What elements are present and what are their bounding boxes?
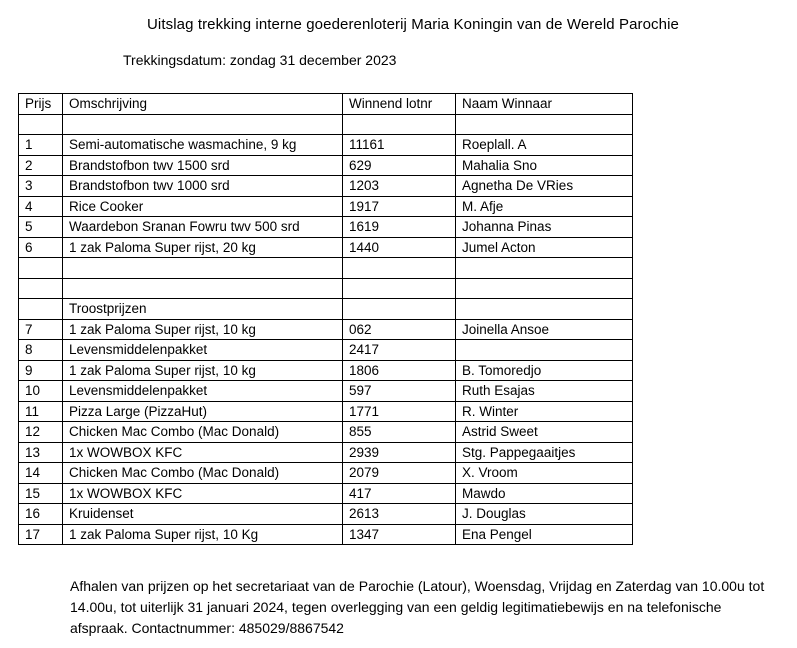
prize-number: 4 (19, 196, 63, 217)
table-body (19, 114, 633, 545)
ticket-number (343, 258, 456, 279)
prize-description (63, 114, 343, 135)
ticket-number (343, 278, 456, 299)
ticket-number: 1203 (343, 176, 456, 197)
winner-name (456, 114, 633, 135)
prize-number: 16 (19, 504, 63, 525)
prize-number: 11 (19, 401, 63, 422)
prize-description (63, 278, 343, 299)
ticket-number: 1771 (343, 401, 456, 422)
ticket-number: 629 (343, 155, 456, 176)
header-winner: Naam Winnaar (456, 94, 633, 115)
prize-number: 15 (19, 483, 63, 504)
ticket-number: 11161 (343, 135, 456, 156)
winner-name: R. Winter (456, 401, 633, 422)
winner-name (456, 299, 633, 320)
prize-description: 1x WOWBOX KFC (63, 442, 343, 463)
table-row (19, 463, 633, 484)
prize-number (19, 114, 63, 135)
ticket-number: 1619 (343, 217, 456, 238)
prize-description: 1 zak Paloma Super rijst, 10 kg (63, 319, 343, 340)
table-row (19, 483, 633, 504)
prize-description: Levensmiddelenpakket (63, 381, 343, 402)
ticket-number: 1806 (343, 360, 456, 381)
prize-description: Levensmiddelenpakket (63, 340, 343, 361)
prize-number: 3 (19, 176, 63, 197)
ticket-number: 417 (343, 483, 456, 504)
winner-name: B. Tomoredjo (456, 360, 633, 381)
prize-description: Brandstofbon twv 1500 srd (63, 155, 343, 176)
prize-number: 2 (19, 155, 63, 176)
header-prize: Prijs (19, 94, 63, 115)
winner-name: Stg. Pappegaaitjes (456, 442, 633, 463)
prize-description: 1x WOWBOX KFC (63, 483, 343, 504)
table-header-row (19, 94, 633, 115)
prize-description: Chicken Mac Combo (Mac Donald) (63, 463, 343, 484)
prize-description: Troostprijzen (63, 299, 343, 320)
winner-name: J. Douglas (456, 504, 633, 525)
header-ticket: Winnend lotnr (343, 94, 456, 115)
table-row (19, 155, 633, 176)
prize-description: Kruidenset (63, 504, 343, 525)
table-row (19, 381, 633, 402)
table-row (19, 422, 633, 443)
prize-description: 1 zak Paloma Super rijst, 20 kg (63, 237, 343, 258)
document-title: Uitslag trekking interne goederenloterij Maria Koningin van de Wereld Parochie (147, 16, 679, 33)
table-row (19, 278, 633, 299)
prize-description: Rice Cooker (63, 196, 343, 217)
prize-number (19, 258, 63, 279)
winner-name: Jumel Acton (456, 237, 633, 258)
ticket-number: 2079 (343, 463, 456, 484)
prize-number: 8 (19, 340, 63, 361)
prize-description (63, 258, 343, 279)
table-row (19, 258, 633, 279)
prize-number: 12 (19, 422, 63, 443)
winner-name (456, 340, 633, 361)
prize-number: 14 (19, 463, 63, 484)
header-description: Omschrijving (63, 94, 343, 115)
pickup-instructions: Afhalen van prijzen op het secretariaat van de Parochie (Latour), Woensdag, Vrijdag en Zaterdag van 10.00u tot 14.00u, tot uiterlijk 31 januari 2024, tegen overlegging van een geldig legitimatiebewijs en na telefonische afspraak. Contactnummer: 485029/8867542 (70, 578, 765, 636)
table-row (19, 442, 633, 463)
prize-description: Waardebon Sranan Fowru twv 500 srd (63, 217, 343, 238)
winner-name (456, 258, 633, 279)
winner-name: Ruth Esajas (456, 381, 633, 402)
winner-name: X. Vroom (456, 463, 633, 484)
table-row (19, 524, 633, 545)
winner-name: Ena Pengel (456, 524, 633, 545)
winner-name: Agnetha De VRies (456, 176, 633, 197)
table-row (19, 135, 633, 156)
prize-number: 13 (19, 442, 63, 463)
prize-number (19, 278, 63, 299)
table-row (19, 360, 633, 381)
ticket-number: 1917 (343, 196, 456, 217)
ticket-number: 2939 (343, 442, 456, 463)
prize-description: 1 zak Paloma Super rijst, 10 Kg (63, 524, 343, 545)
ticket-number: 1440 (343, 237, 456, 258)
table-row (19, 340, 633, 361)
prize-number: 6 (19, 237, 63, 258)
prize-number: 17 (19, 524, 63, 545)
winner-name: Mawdo (456, 483, 633, 504)
draw-date: Trekkingsdatum: zondag 31 december 2023 (123, 52, 397, 68)
winner-name: Mahalia Sno (456, 155, 633, 176)
table-row (19, 319, 633, 340)
table-row (19, 196, 633, 217)
prize-number (19, 299, 63, 320)
prize-number: 10 (19, 381, 63, 402)
table-row (19, 176, 633, 197)
table-row (19, 217, 633, 238)
winner-name: M. Afje (456, 196, 633, 217)
results-table (18, 93, 633, 545)
ticket-number: 855 (343, 422, 456, 443)
prize-number: 7 (19, 319, 63, 340)
table-row (19, 237, 633, 258)
ticket-number (343, 299, 456, 320)
prize-description: Chicken Mac Combo (Mac Donald) (63, 422, 343, 443)
table-row (19, 299, 633, 320)
prize-description: 1 zak Paloma Super rijst, 10 kg (63, 360, 343, 381)
winner-name: Johanna Pinas (456, 217, 633, 238)
prize-number: 9 (19, 360, 63, 381)
prize-number: 1 (19, 135, 63, 156)
prize-description: Semi-automatische wasmachine, 9 kg (63, 135, 343, 156)
ticket-number: 2417 (343, 340, 456, 361)
ticket-number: 062 (343, 319, 456, 340)
ticket-number: 2613 (343, 504, 456, 525)
table-row (19, 504, 633, 525)
winner-name (456, 278, 633, 299)
table-row (19, 114, 633, 135)
ticket-number: 597 (343, 381, 456, 402)
prize-description: Brandstofbon twv 1000 srd (63, 176, 343, 197)
table-row (19, 401, 633, 422)
prize-description: Pizza Large (PizzaHut) (63, 401, 343, 422)
winner-name: Roeplall. A (456, 135, 633, 156)
winner-name: Joinella Ansoe (456, 319, 633, 340)
ticket-number: 1347 (343, 524, 456, 545)
winner-name: Astrid Sweet (456, 422, 633, 443)
prize-number: 5 (19, 217, 63, 238)
ticket-number (343, 114, 456, 135)
